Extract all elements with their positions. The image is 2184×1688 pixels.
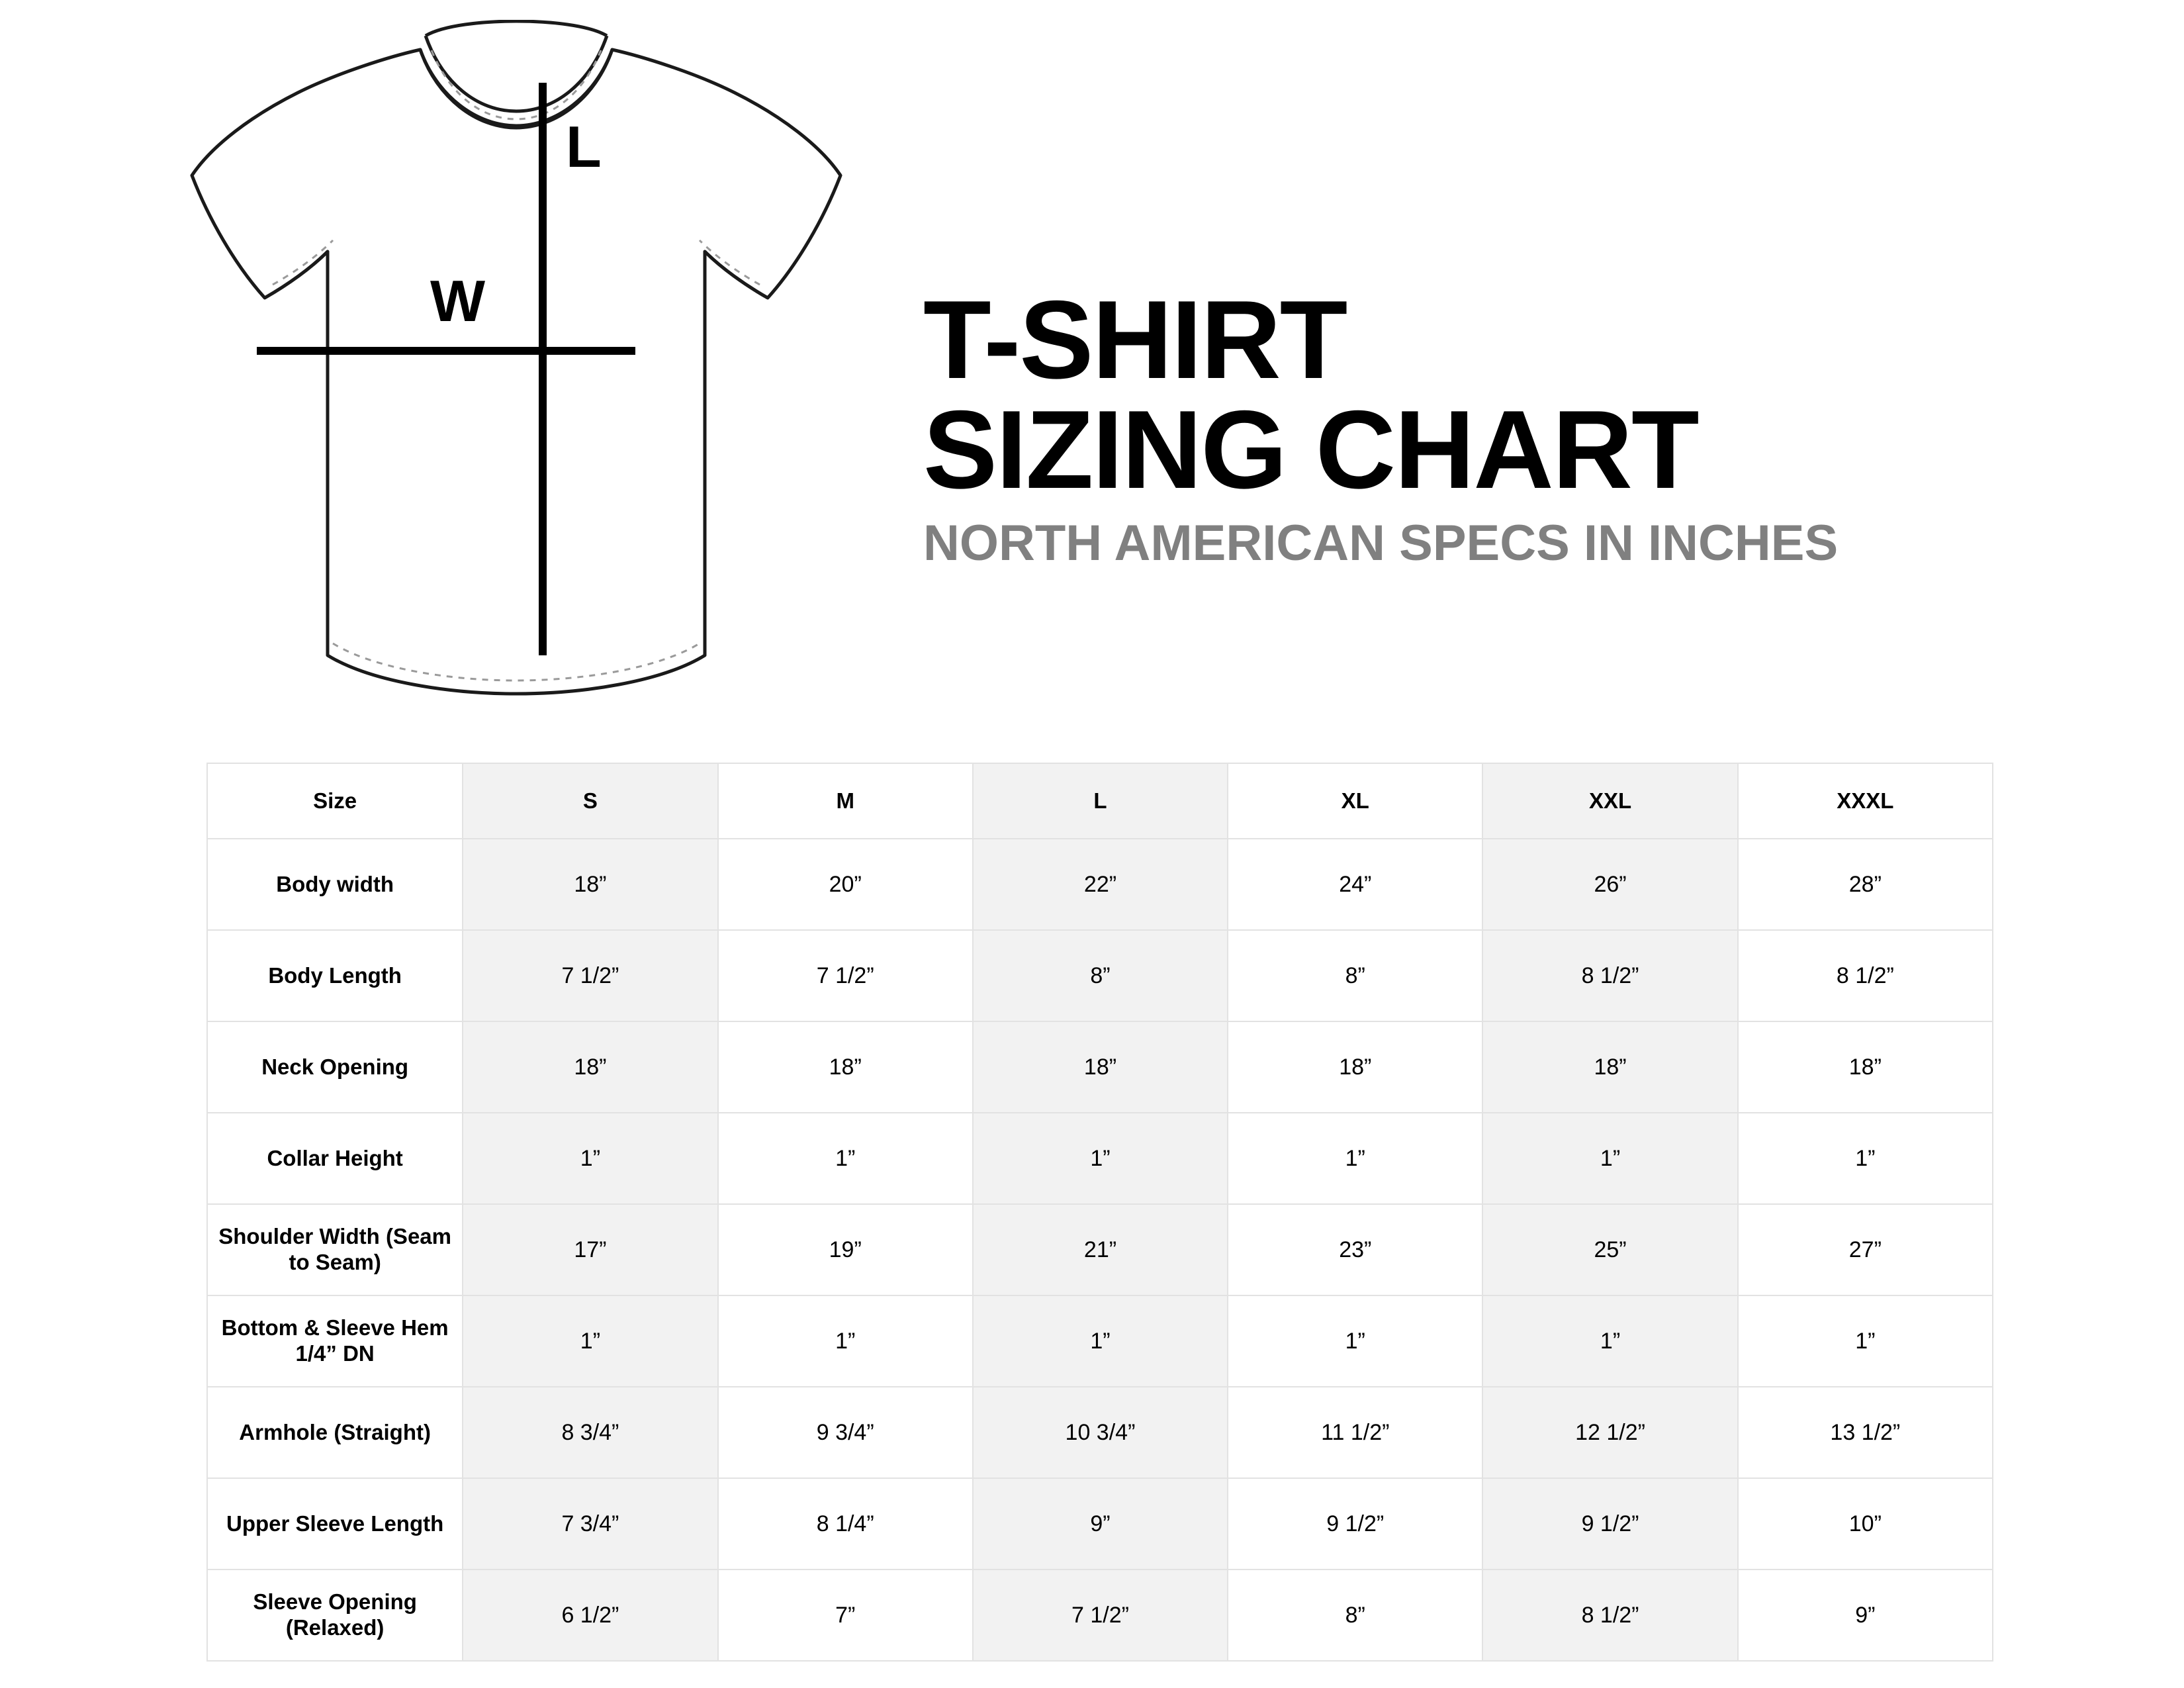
cell-value: 8 1/2”: [1738, 930, 1993, 1021]
row-label: Collar Height: [207, 1113, 463, 1204]
row-label: Neck Opening: [207, 1021, 463, 1113]
page-subtitle: NORTH AMERICAN SPECS IN INCHES: [923, 514, 1839, 571]
column-header-l: L: [973, 763, 1228, 839]
cell-value: 18”: [718, 1021, 973, 1113]
cell-value: 9 3/4”: [718, 1387, 973, 1478]
column-header-xl: XL: [1228, 763, 1482, 839]
column-header-m: M: [718, 763, 973, 839]
header-section: [0, 0, 2184, 735]
cell-value: 8”: [973, 930, 1228, 1021]
column-header-size: Size: [207, 763, 463, 839]
table-row: [207, 1113, 1993, 1204]
cell-value: 8 1/2”: [1482, 930, 1737, 1021]
cell-value: 9”: [973, 1478, 1228, 1570]
cell-value: 7 1/2”: [973, 1570, 1228, 1661]
cell-value: 9”: [1738, 1570, 1993, 1661]
cell-value: 7 1/2”: [718, 930, 973, 1021]
cell-value: 9 1/2”: [1228, 1478, 1482, 1570]
table-row: [207, 1295, 1993, 1387]
cell-value: 13 1/2”: [1738, 1387, 1993, 1478]
cell-value: 10 3/4”: [973, 1387, 1228, 1478]
row-label: Shoulder Width (Seam to Seam): [207, 1204, 463, 1295]
cell-value: 1”: [718, 1295, 973, 1387]
column-header-xxxl: XXXL: [1738, 763, 1993, 839]
cell-value: 18”: [463, 1021, 717, 1113]
table-row: [207, 839, 1993, 930]
cell-value: 10”: [1738, 1478, 1993, 1570]
row-label: Armhole (Straight): [207, 1387, 463, 1478]
table-row: [207, 1387, 1993, 1478]
cell-value: 1”: [1228, 1113, 1482, 1204]
cell-value: 7 1/2”: [463, 930, 717, 1021]
cell-value: 27”: [1738, 1204, 1993, 1295]
cell-value: 8”: [1228, 1570, 1482, 1661]
title-block: [923, 277, 2048, 572]
page-title-line-1: T-SHIRT: [923, 277, 1347, 402]
cell-value: 1”: [1482, 1295, 1737, 1387]
cell-value: 25”: [1482, 1204, 1737, 1295]
column-header-s: S: [463, 763, 717, 839]
row-label: Bottom & Sleeve Hem 1/4” DN: [207, 1295, 463, 1387]
cell-value: 19”: [718, 1204, 973, 1295]
cell-value: 1”: [463, 1113, 717, 1204]
cell-value: 6 1/2”: [463, 1570, 717, 1661]
cell-value: 1”: [718, 1113, 973, 1204]
cell-value: 11 1/2”: [1228, 1387, 1482, 1478]
cell-value: 26”: [1482, 839, 1737, 930]
cell-value: 1”: [1482, 1113, 1737, 1204]
row-label: Sleeve Opening (Relaxed): [207, 1570, 463, 1661]
cell-value: 1”: [1228, 1295, 1482, 1387]
sizing-table: [206, 763, 1993, 1662]
cell-value: 8”: [1228, 930, 1482, 1021]
cell-value: 20”: [718, 839, 973, 930]
table-row: [207, 1021, 1993, 1113]
cell-value: 1”: [973, 1113, 1228, 1204]
cell-value: 21”: [973, 1204, 1228, 1295]
cell-value: 12 1/2”: [1482, 1387, 1737, 1478]
table-row: [207, 1570, 1993, 1661]
sizing-table-wrapper: [206, 763, 1993, 1662]
cell-value: 18”: [973, 1021, 1228, 1113]
length-label: L: [566, 114, 602, 179]
cell-value: 7 3/4”: [463, 1478, 717, 1570]
cell-value: 8 1/2”: [1482, 1570, 1737, 1661]
page-title-line-2: SIZING CHART: [923, 387, 1698, 512]
cell-value: 28”: [1738, 839, 1993, 930]
cell-value: 8 1/4”: [718, 1478, 973, 1570]
cell-value: 1”: [1738, 1113, 1993, 1204]
cell-value: 1”: [973, 1295, 1228, 1387]
row-label: Body width: [207, 839, 463, 930]
cell-value: 18”: [1738, 1021, 1993, 1113]
cell-value: 23”: [1228, 1204, 1482, 1295]
column-header-xxl: XXL: [1482, 763, 1737, 839]
tshirt-outline-icon: [172, 20, 867, 728]
cell-value: 18”: [463, 839, 717, 930]
row-label: Body Length: [207, 930, 463, 1021]
table-row: [207, 930, 1993, 1021]
table-row: [207, 1478, 1993, 1570]
cell-value: 7”: [718, 1570, 973, 1661]
cell-value: 1”: [1738, 1295, 1993, 1387]
cell-value: 8 3/4”: [463, 1387, 717, 1478]
cell-value: 1”: [463, 1295, 717, 1387]
cell-value: 9 1/2”: [1482, 1478, 1737, 1570]
cell-value: 18”: [1228, 1021, 1482, 1113]
cell-value: 17”: [463, 1204, 717, 1295]
cell-value: 22”: [973, 839, 1228, 930]
cell-value: 18”: [1482, 1021, 1737, 1113]
row-label: Upper Sleeve Length: [207, 1478, 463, 1570]
cell-value: 24”: [1228, 839, 1482, 930]
table-header-row: [207, 763, 1993, 839]
table-row: [207, 1204, 1993, 1295]
width-label: W: [430, 268, 486, 334]
